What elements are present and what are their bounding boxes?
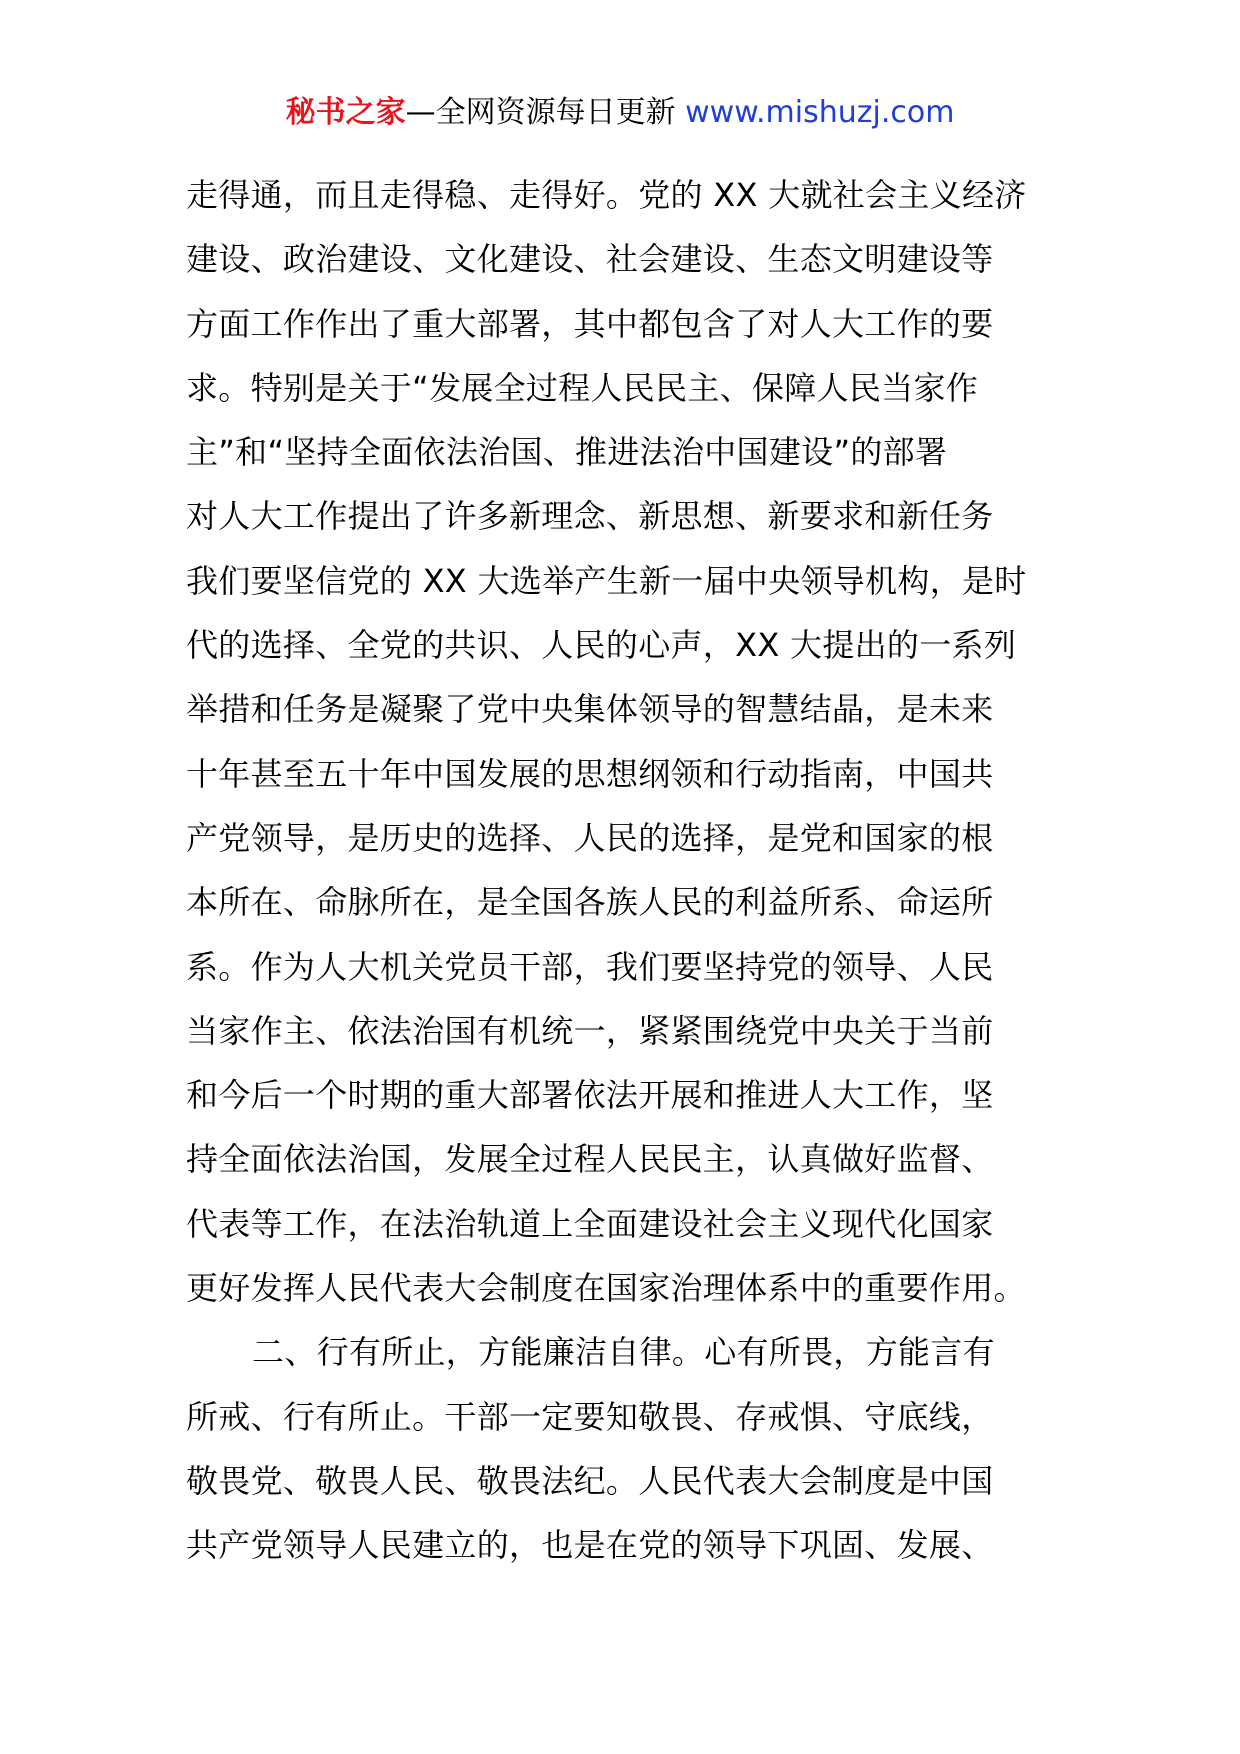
text-line: 当家作主、依法治国有机统一，紧紧围绕党中央关于当前: [186, 1011, 994, 1050]
site-brand: 秘书之家: [285, 95, 406, 130]
text-line: 持全面依法治国，发展全过程人民民主，认真做好监督、: [186, 1140, 994, 1179]
text-line: 方面工作作出了重大部署，其中都包含了对人大工作的要: [186, 304, 994, 343]
document-body: [186, 163, 1056, 1578]
page-header: [0, 93, 1240, 133]
text-line: 走得通，而且走得稳、走得好。党的 XX 大就社会主义经济: [186, 176, 1027, 214]
site-tagline: —全网资源每日更新: [405, 95, 686, 130]
site-url[interactable]: www.mishuzj.com: [685, 95, 955, 130]
text-line: 和今后一个时期的重大部署依法开展和推进人大工作，坚: [186, 1076, 994, 1115]
text-line: 对人大工作提出了许多新理念、新思想、新要求和新任务: [186, 497, 994, 536]
text-line: 建设、政治建设、文化建设、社会建设、生态文明建设等: [186, 240, 994, 279]
text-line: 举措和任务是凝聚了党中央集体领导的智慧结晶，是未来: [186, 690, 994, 729]
text-line: 产党领导，是历史的选择、人民的选择，是党和国家的根: [186, 818, 994, 857]
text-line: 主”和“坚持全面依法治国、推进法治中国建设”的部署: [186, 433, 948, 472]
text-line: 本所在、命脉所在，是全国各族人民的利益所系、命运所: [186, 883, 994, 922]
text-line: 系。作为人大机关党员干部，我们要坚持党的领导、人民: [186, 947, 994, 986]
text-line: 共产党领导人民建立的，也是在党的领导下巩固、发展、: [186, 1526, 994, 1565]
text-line: 所戒、行有所止。干部一定要知敬畏、存戒惧、守底线，: [186, 1397, 994, 1436]
section-heading-line: 二、行有所止，方能廉洁自律。心有所畏，方能言有: [252, 1333, 995, 1372]
text-line: 求。特别是关于“发展全过程人民民主、保障人民当家作: [186, 368, 979, 407]
text-line: 我们要坚信党的 XX 大选举产生新一届中央领导机构，是时: [186, 561, 1027, 600]
text-line: 敬畏党、敬畏人民、敬畏法纪。人民代表大会制度是中国: [186, 1461, 994, 1500]
text-line: 十年甚至五十年中国发展的思想纲领和行动指南，中国共: [186, 754, 994, 793]
text-line: 更好发挥人民代表大会制度在国家治理体系中的重要作用。: [186, 1269, 1026, 1308]
text-line: 代表等工作，在法治轨道上全面建设社会主义现代化国家: [186, 1204, 994, 1243]
text-line: 代的选择、全党的共识、人民的心声，XX 大提出的一系列: [186, 626, 1017, 665]
